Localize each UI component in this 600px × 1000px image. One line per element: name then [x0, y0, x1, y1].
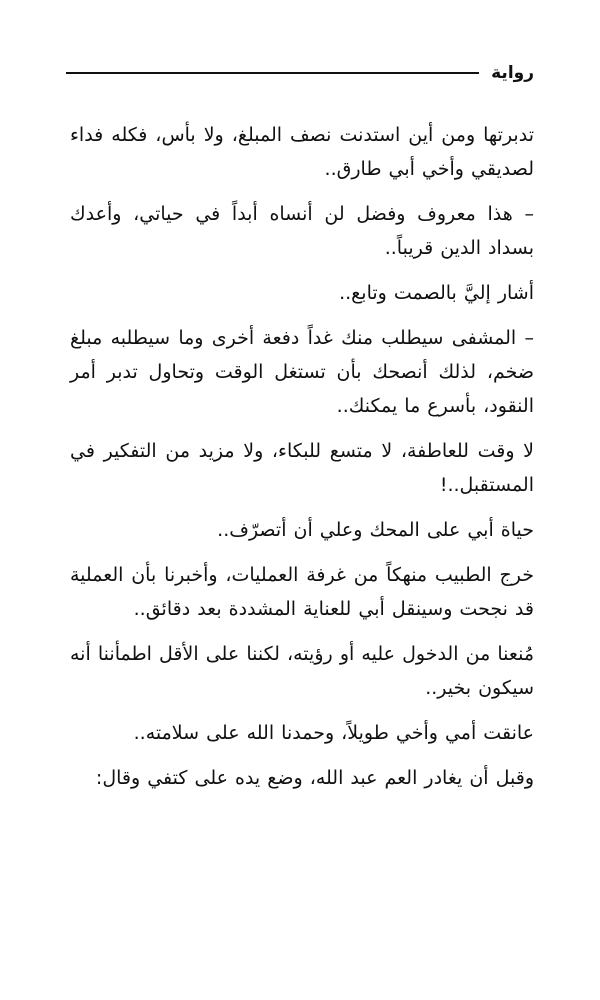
paragraph: عانقت أمي وأخي طويلاً، وحمدنا الله على سلامته..	[133, 722, 534, 744]
paragraph: أشار إليَّ بالصمت وتابع..	[339, 282, 534, 304]
paragraph: مُنعنا من الدخول عليه أو رؤيته، لكننا على الأقل اطمأننا أنه سيكون بخير..	[70, 643, 534, 699]
paragraph: تدبرتها ومن أين استدنت نصف المبلغ، ولا بأس، فكله فداء لصديقي وأخي أبي طارق..	[70, 124, 534, 180]
header-rule	[66, 72, 479, 74]
paragraph: خرج الطبيب منهكاً من غرفة العمليات، وأخبرنا بأن العملية قد نجحت وسينقل أبي للعناية المشددة بعد دقائق..	[70, 564, 534, 620]
paragraph: – المشفى سيطلب منك غداً دفعة أخرى وما سيطلبه مبلغ ضخم، لذلك أنصحك بأن تستغل الوقت وتحاول تدبر أمر النقود، بأسرع ما يمكنك..	[70, 327, 534, 417]
running-header	[66, 58, 534, 88]
paragraph: وقبل أن يغادر العم عبد الله، وضع يده على كتفي وقال:	[95, 767, 534, 789]
paragraph: – هذا معروف وفضل لن أنساه أبداً في حياتي، وأعدك بسداد الدين قريباً..	[70, 203, 534, 259]
paragraph: حياة أبي على المحك وعلي أن أتصرّف..	[217, 519, 534, 541]
header-title: رواية	[491, 63, 534, 83]
page-body	[70, 118, 534, 806]
paragraph: لا وقت للعاطفة، لا متسع للبكاء، ولا مزيد من التفكير في المستقبل..!	[70, 440, 534, 496]
